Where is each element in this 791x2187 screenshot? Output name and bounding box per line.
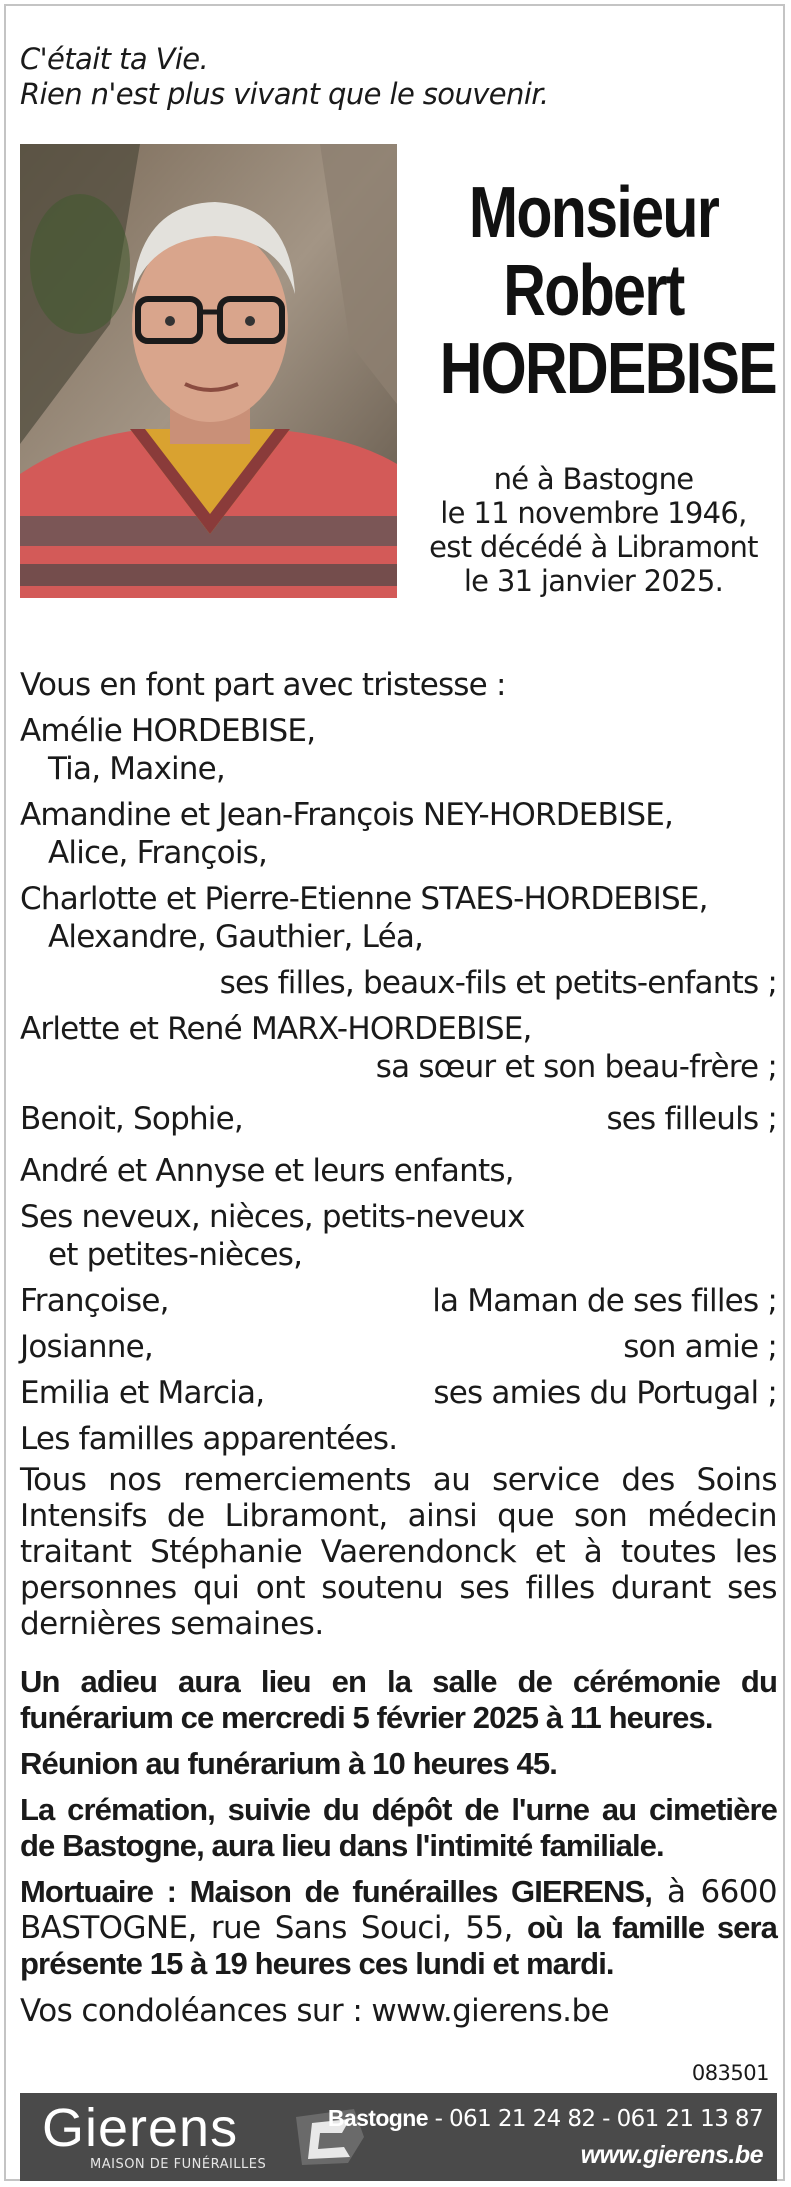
mortuary-info <box>20 1874 777 1982</box>
family-line: André et Annyse et leurs enfants, <box>20 1153 514 1189</box>
epigraph-line-1: C'était ta Vie. <box>20 42 209 76</box>
epigraph <box>20 42 549 112</box>
family-line: Les familles apparentées. <box>20 1421 398 1457</box>
family-line: Amandine et Jean-François NEY-HORDEBISE, <box>20 797 674 833</box>
family-line: Amélie HORDEBISE, <box>20 713 316 749</box>
obituary-body <box>20 666 777 2030</box>
ceremony-reunion: Réunion au funérarium à 10 heures 45. <box>20 1746 557 1781</box>
obituary-page <box>4 4 785 2181</box>
family-intro: Vous en font part avec tristesse : <box>20 667 506 703</box>
birth-death-info <box>406 462 781 598</box>
pair-relation: la Maman de ses filles ; <box>432 1283 777 1319</box>
website-link[interactable]: www.gierens.be <box>580 2141 763 2169</box>
pair-relation: son amie ; <box>623 1329 777 1365</box>
contact-phones: - 061 21 24 82 - 061 21 13 87 <box>427 2106 763 2132</box>
family-relation: sa sœur et son beau-frère ; <box>375 1049 777 1085</box>
mortuary-hours: où la famille sera présente 15 à 19 heures ces lundi et mardi. <box>20 1910 778 1981</box>
family-line: Arlette et René MARX-HORDEBISE, <box>20 1011 532 1047</box>
reference-number: 083501 <box>691 2061 769 2085</box>
family-pair <box>20 1328 777 1366</box>
pair-name: Françoise, <box>20 1283 169 1319</box>
condolences-line: Vos condoléances sur : www.gierens.be <box>20 1993 609 2029</box>
ceremony-adieu: Un adieu aura lieu en la salle de cérémonie du funérarium ce mercredi 5 février 2025 à 11 heures. <box>20 1664 777 1735</box>
birth-line-1: né à Bastogne <box>493 462 694 496</box>
name-last: HORDEBISE <box>439 329 777 409</box>
pair-name: Emilia et Marcia, <box>20 1375 265 1411</box>
deceased-name <box>439 173 777 409</box>
pair-name: Josianne, <box>20 1329 153 1365</box>
birth-line-2: le 11 novembre 1946, <box>440 496 747 530</box>
family-pair <box>20 1100 777 1138</box>
family-line: Alexandre, Gauthier, Léa, <box>48 919 424 955</box>
thanks-paragraph: Tous nos remerciements au service des Soins Intensifs de Libramont, ainsi que son médecin traitant Stéphanie Vaerendonck et à toutes les personnes qui ont soutenu ses filles durant ses dernières semaines. <box>20 1462 777 1642</box>
family-relation: ses filles, beaux-fils et petits-enfants ; <box>219 965 777 1001</box>
family-pair <box>20 1374 777 1412</box>
pair-relation: ses filleuls ; <box>606 1101 777 1137</box>
portrait-photo <box>20 144 397 598</box>
family-line: Charlotte et Pierre-Etienne STAES-HORDEBISE, <box>20 881 708 917</box>
name-first: Robert <box>503 251 684 331</box>
death-line-1: est décédé à Libramont <box>429 530 758 564</box>
mortuary-name: Mortuaire : Maison de funérailles GIERENS, <box>20 1874 652 1909</box>
funeral-home-logo: Gierens <box>42 2098 239 2158</box>
logo-subtitle: MAISON DE FUNÉRAILLES <box>90 2157 267 2172</box>
pair-relation: ses amies du Portugal ; <box>433 1375 777 1411</box>
contact-line <box>328 2105 763 2132</box>
ceremony-cremation: La crémation, suivie du dépôt de l'urne au cimetière de Bastogne, aura lieu dans l'intimité familiale. <box>20 1792 777 1863</box>
death-line-2: le 31 janvier 2025. <box>463 564 724 598</box>
mortuary-address: à 6600 BASTOGNE, rue Sans Souci, 55, <box>20 1874 777 1946</box>
name-title: Monsieur <box>468 173 719 253</box>
funeral-home-footer <box>20 2093 777 2181</box>
pair-name: Benoit, Sophie, <box>20 1101 243 1137</box>
family-line: Ses neveux, nièces, petits-neveux <box>20 1199 525 1235</box>
portrait-illustration <box>20 144 397 598</box>
family-line: Tia, Maxine, <box>48 751 225 787</box>
family-pair <box>20 1282 777 1320</box>
epigraph-line-2: Rien n'est plus vivant que le souvenir. <box>20 77 549 111</box>
family-line: Alice, François, <box>48 835 268 871</box>
family-line: et petites-nièces, <box>48 1237 303 1273</box>
contact-city: Bastogne <box>327 2105 428 2131</box>
